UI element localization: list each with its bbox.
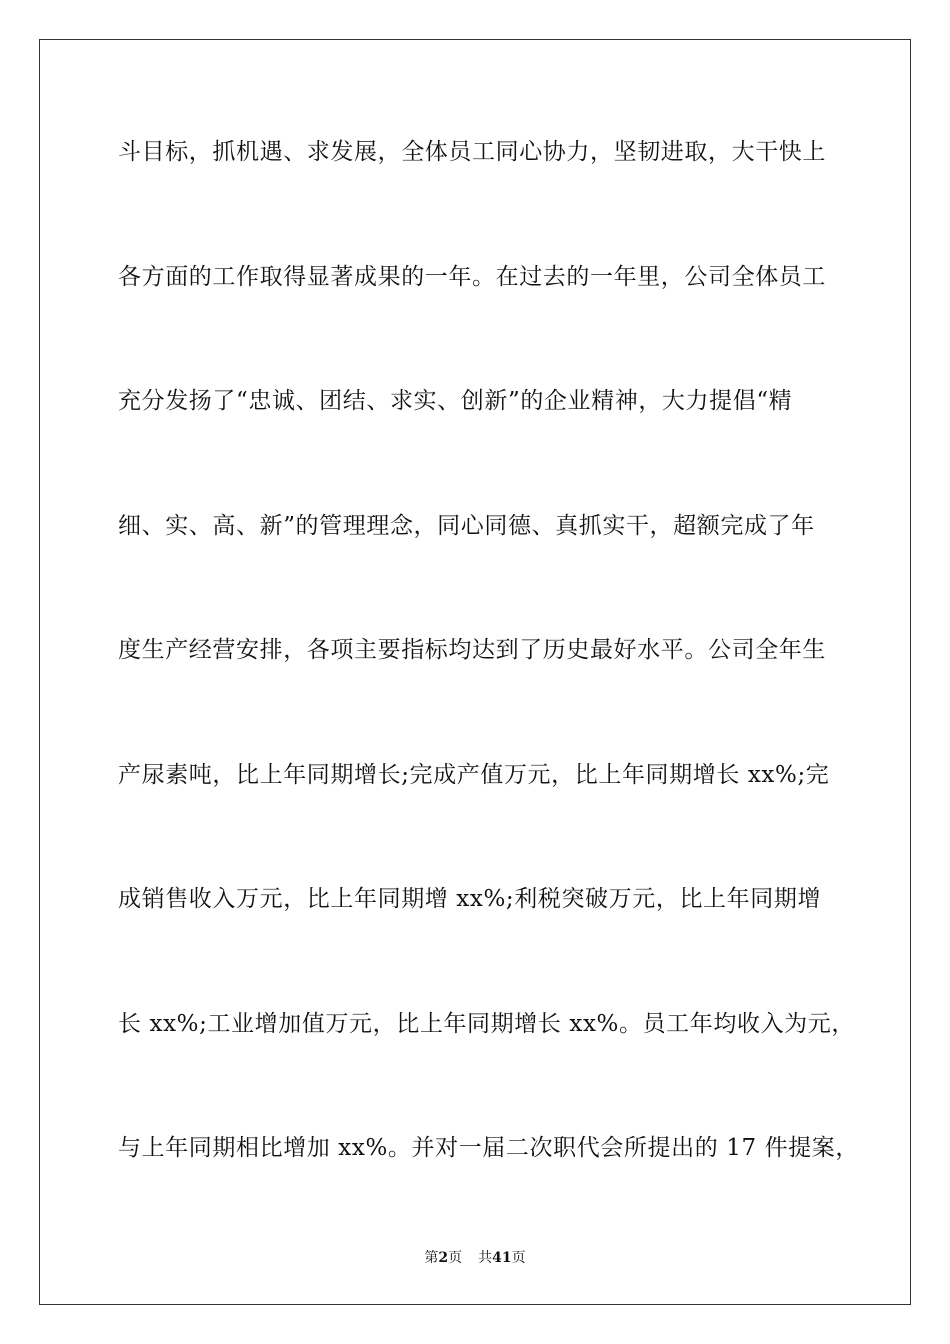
text-line: 各方面的工作取得显著成果的一年。在过去的一年里，公司全体员工 [118,263,826,290]
text-line: 产尿素吨，比上年同期增长;完成产值万元，比上年同期增长 xx%;完 [118,761,830,788]
text-line: 长 xx%;工业增加值万元，比上年同期增长 xx%。员工年均收入为元， [118,1010,855,1037]
text-line: 成销售收入万元，比上年同期增 xx%;利税突破万元，比上年同期增 [118,886,822,912]
total-pages-suffix: 页 [511,1250,526,1266]
text-line: 斗目标，抓机遇、求发展，全体员工同心协力，坚韧进取，大干快上 [118,139,826,165]
page-number-prefix: 第 [424,1250,439,1266]
body-text [118,128,859,1249]
page-footer [0,1247,950,1267]
text-line: 与上年同期相比增加 xx%。并对一届二次职代会所提出的 17 件提案， [118,1135,859,1161]
current-page-number: 2 [438,1250,449,1266]
total-page-count: 41 [492,1250,512,1266]
total-pages-prefix: 共 [478,1250,493,1266]
page-number-suffix: 页 [448,1250,463,1266]
text-line: 度生产经营安排，各项主要指标均达到了历史最好水平。公司全年生 [118,637,826,663]
text-line: 细、实、高、新”的管理理念，同心同德、真抓实干，超额完成了年 [118,512,815,539]
text-line: 充分发扬了“忠诚、团结、求实、创新”的企业精神，大力提倡“精 [118,388,793,414]
